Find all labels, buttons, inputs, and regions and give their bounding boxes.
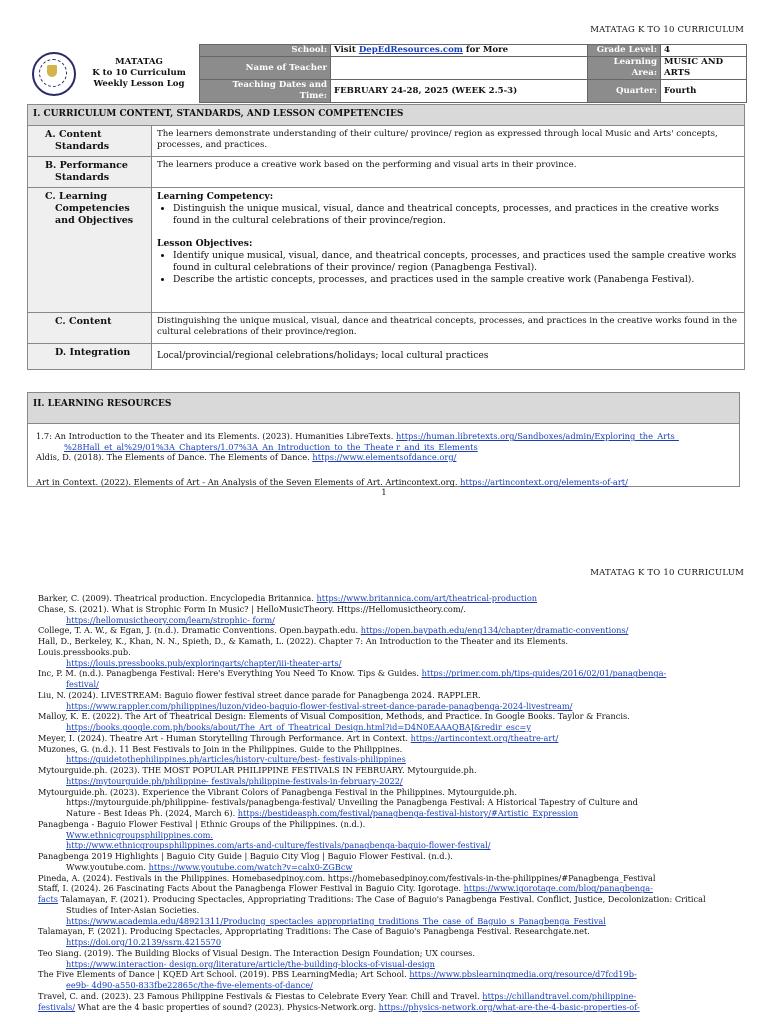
reference-text: Art in Context. (2022). Elements of Art - An Analysis of the Seven Elements of Art. Artincontext.org.: [36, 476, 461, 487]
reference-item: [38, 787, 733, 798]
title-line-1: MATATAG: [115, 57, 163, 67]
reference-link[interactable]: facts: [38, 894, 58, 904]
curriculum-content-table: [27, 104, 745, 370]
list-item: • Describe the artistic concepts, processes, and practices used in the sample creative work (Panabenga Festival).: [173, 274, 739, 286]
reference-item: [38, 991, 733, 1002]
reference-item: [36, 452, 731, 463]
reference-item: [38, 948, 733, 959]
reference-text: Inc, P. M. (n.d.). Panagbenga Festival: Here's Everything You Need To Know. Tips & Guides.: [38, 668, 422, 679]
reference-item: [38, 916, 733, 927]
quarter-label: Quarter:: [588, 80, 661, 103]
reference-item: [38, 926, 733, 937]
reference-text: Liu, N. (2024). LIVESTREAM: Baguio flower festival street dance parade for Panagbenga 2024. RAPPLER.: [38, 689, 481, 700]
reference-link[interactable]: https://chillandtravel.com/philippine-: [482, 990, 637, 1001]
content-standards-label: [28, 125, 152, 156]
performance-standards-text: The learners produce a creative work based on the performing and visual arts in their province.: [152, 156, 745, 187]
reference-item: [38, 808, 733, 819]
reference-item: [38, 819, 733, 830]
grade-level-value: 4: [661, 45, 747, 57]
reference-item: [38, 776, 733, 787]
integration-text: Local/provincial/regional celebrations/holidays; local cultural practices: [152, 343, 745, 369]
reference-item: [38, 1002, 733, 1013]
reference-item: [38, 797, 733, 808]
reference-text: Staff, I. (2024). 26 Fascinating Facts About the Panagbenga Flower Festival in Baguio City. Igorotage.: [38, 883, 464, 894]
reference-link[interactable]: %28Hall_et_al%29/01%3A_Chapters/1.07%3A_An_Introduction_to_the_Theate r_and_its_Elements: [64, 441, 478, 452]
reference-text: https://mytourguide.ph/philippine- festivals/panagbenga-festival/ Unveiling the Panagbenga Festival: A Historical Tapestry of Culture and: [66, 797, 638, 808]
curriculum-header-tag: MATATAG K TO 10 CURRICULUM: [590, 568, 744, 578]
title-line-3: Weekly Lesson Log: [93, 79, 185, 89]
reference-link[interactable]: https://www.britannica.com/art/theatrical-production: [316, 593, 538, 603]
learning-area-label: Learning Area:: [588, 57, 661, 80]
reference-text: Panagbenga 2019 Highlights | Baguio City Guide | Baguio City Vlog | Baguio Flower Festival. (n.d.).: [38, 851, 453, 861]
teacher-value: [331, 57, 588, 80]
performance-standards-label-text: B. Performance Standards: [45, 159, 128, 183]
reference-text: Mytourguide.ph. (2023). THE MOST POPULAR PHILIPPINE FESTIVALS IN FEBRUARY. Mytourguide.ph.: [38, 765, 477, 775]
learning-competency-list: [157, 203, 739, 227]
content-standards-label-text: A. Content Standards: [45, 128, 110, 152]
reference-item: [38, 658, 733, 669]
integration-label: [28, 343, 152, 369]
reference-item: [38, 862, 733, 873]
reference-item: [38, 883, 733, 894]
section-i-heading: I. CURRICULUM CONTENT, STANDARDS, AND LESSON COMPETENCIES: [28, 105, 745, 126]
reference-text: Aldis, D. (2018). The Elements of Dance. The Elements of Dance.: [36, 452, 313, 462]
reference-item: [38, 615, 733, 626]
section-ii-heading: II. LEARNING RESOURCES: [28, 393, 739, 424]
reference-link[interactable]: festival/: [66, 679, 99, 689]
reference-item: [38, 851, 733, 862]
reference-item: [38, 636, 733, 647]
lesson-objectives-list: [157, 250, 739, 286]
reference-item: [38, 711, 733, 722]
reference-item: [38, 959, 733, 970]
school-prefix: Visit: [334, 45, 359, 55]
logo-cell: [27, 45, 79, 103]
reference-link[interactable]: https://books.google.com.ph/books/about/The_Art_of_Theatrical_Design.html?id=D4N0EAAAQBAJ&redir_esc=y: [66, 722, 532, 732]
reference-text: Teo Siang. (2019). The Building Blocks of Visual Design. The Interaction Design Foundation; UX courses.: [38, 947, 475, 958]
curriculum-header-tag: MATATAG K TO 10 CURRICULUM: [590, 25, 744, 35]
document-title: [79, 45, 200, 103]
reference-item: [38, 744, 733, 755]
reference-link[interactable]: https://www.igorotage.com/blog/panagbenga-: [463, 883, 653, 894]
title-line-2: K to 10 Curriculum: [92, 68, 186, 78]
reference-link[interactable]: https://www.interaction- design.org/literature/article/the-building-blocks-of-visual-design: [66, 958, 435, 969]
reference-text: College, T. A. W., & Egan, J. (n.d.). Dramatic Conventions. Open.baypath.edu.: [38, 625, 361, 636]
reference-text: Panagbenga - Baguio Flower Festival | Ethnic Groups of the Philippines. (n.d.).: [38, 818, 366, 829]
lesson-objectives-title: Lesson Objectives:: [157, 237, 253, 249]
reference-link[interactable]: https://www.youtube.com/watch?v=calx0-ZGBcw: [148, 861, 353, 872]
reference-item: [38, 765, 733, 776]
reference-text: Nature - Best Ideas Ph. (2024, March 6).: [66, 808, 238, 818]
content-standards-text: The learners demonstrate understanding of their culture/ province/ region as expressed through local Music and Arts' concepts, processes, and practices.: [152, 125, 745, 156]
integration-label-text: D. Integration: [55, 346, 131, 358]
reference-text: Mytourguide.ph. (2023). Experience the Vibrant Colors of Panagbenga Festival in the Philippines. Mytourguide.ph.: [38, 786, 517, 797]
reference-item: [38, 722, 733, 733]
reference-list: [38, 593, 733, 1012]
lesson-log-header-table: [27, 44, 747, 103]
reference-item: [38, 905, 733, 916]
teacher-label: Name of Teacher: [200, 57, 331, 80]
school-suffix: for More: [462, 45, 509, 55]
reference-text: Travel, C. and. (2023). 23 Famous Philippine Festivals & Fiestas to Celebrate Every Year. Chill and Travel.: [38, 990, 483, 1001]
reference-link[interactable]: https://www.elementsofdance.org/: [312, 452, 457, 462]
reference-text: Studies of Inter-Asian Societies.: [66, 904, 200, 915]
reference-link[interactable]: Www.ethnicgroupsphilippines.com.: [66, 829, 214, 840]
reference-link[interactable]: https://artincontext.org/elements-of-art/: [460, 476, 628, 487]
reference-link[interactable]: https://guidetothephilippines.ph/articles/history-culture/best- festivals-philippines: [66, 754, 406, 765]
quarter-value: Fourth: [661, 80, 747, 103]
dates-label: Teaching Dates and Time:: [200, 80, 331, 103]
reference-text: Meyer, I. (2024). Theatre Art - Human Storytelling Through Performance. Art in Context.: [38, 732, 411, 743]
learning-resources-section: [27, 392, 740, 487]
reference-item: [38, 604, 733, 615]
content-text: Distinguishing the unique musical, visual, dance and theatrical concepts, processes, and practices in the creative works found in the cultural celebrations of their province/region.: [152, 312, 745, 343]
reference-item: [38, 593, 733, 604]
reference-item: [38, 894, 733, 905]
reference-text: Www.youtube.com.: [66, 861, 149, 872]
reference-text: Louis.pressbooks.pub.: [38, 646, 131, 657]
reference-link[interactable]: https://www.pbslearningmedia.org/resource/d7fcd19b-: [409, 969, 637, 980]
reference-item: [38, 873, 733, 884]
reference-text: Chase, S. (2021). What is Strophic Form In Music? | HelloMusicTheory. Https://Hellomusictheory.com/.: [38, 603, 466, 614]
list-item: • Distinguish the unique musical, visual, dance and theatrical concepts, processes, and practices in the creative works found in the cultural celebrations of their province/region.: [173, 203, 739, 227]
school-label: School:: [200, 45, 331, 57]
reference-item: [38, 690, 733, 701]
reference-link[interactable]: https://www.academia.edu/48921311/Producing_spectacles_appropriating_traditions_The_case_of_Baguio_s_Panagbenga_Festival: [66, 915, 606, 926]
list-item: • Identify unique musical, visual, dance, and theatrical concepts, processes, and practices used the sample creative works found in cultural celebrations of their province/ region (Panagbenga Festival).: [173, 250, 739, 274]
reference-item: [38, 830, 733, 841]
reference-text: Talamayan, F. (2021). Producing Spectacles, Appropriating Traditions: The Case of Baguio's Panagbenga Festival. Conflict, Justice, Decolonization: Critical: [58, 894, 706, 904]
reference-text: Barker, C. (2009). Theatrical production. Encyclopedia Britannica.: [38, 593, 317, 603]
reference-link[interactable]: festivals/: [38, 1001, 76, 1012]
learning-competency-title: Learning Competency:: [157, 190, 274, 202]
deped-seal-icon: [32, 52, 76, 96]
reference-item: [38, 840, 733, 851]
learning-resources-body: [28, 424, 739, 490]
reference-item: [38, 980, 733, 991]
reference-text: The Five Elements of Dance | KQED Art School. (2019). PBS LearningMedia; Art School.: [38, 969, 410, 980]
performance-standards-label: [28, 156, 152, 187]
depedresources-link[interactable]: DepEdResources.com: [358, 45, 463, 55]
reference-item: [38, 647, 733, 658]
content-label: [28, 312, 152, 343]
reference-link[interactable]: http://www.ethnicgroupsphilippines.com/arts-and-culture/festivals/panagbenga-baguio-flower-festival/: [66, 840, 491, 851]
reference-item: [38, 754, 733, 765]
school-value: [331, 45, 588, 57]
reference-link[interactable]: https://mytourguide.ph/philippine- festivals/philippine-festivals-in-february-2022/: [66, 775, 403, 786]
reference-link[interactable]: https://doi.org/10.2139/ssrn.4215570: [66, 937, 222, 947]
reference-link[interactable]: https://open.baypath.edu/eng134/chapter/dramatic-conventions/: [360, 625, 629, 636]
reference-text: Hall, D., Berkeley, K., Khan, N. N., Spieth, D., & Kamath, L. (2022). Chapter 7: An Introduction to the Theater and its Elements.: [38, 636, 569, 646]
learning-competencies-cell: [152, 187, 745, 312]
reference-text: 1.7: An Introduction to the Theater and its Elements. (2023). Humanities LibreTexts.: [36, 431, 397, 441]
dates-value: FEBRUARY 24-28, 2025 (WEEK 2.5-3): [331, 80, 588, 103]
reference-link[interactable]: ee9b- 4d90-a550-833fbe22865c/the-five-elements-of-dance/: [66, 980, 313, 990]
reference-link[interactable]: https://louis.pressbooks.pub/exploringarts/chapter/iii-theater-arts/: [66, 657, 342, 668]
reference-item: [38, 625, 733, 636]
reference-item: [36, 477, 731, 488]
learning-competencies-label-text: C. Learning Competencies and Objectives: [45, 190, 134, 226]
reference-item: [36, 442, 731, 453]
reference-link[interactable]: https://primer.com.ph/tips-guides/2016/02/01/panagbenga-: [421, 668, 667, 679]
grade-level-label: Grade Level:: [588, 45, 661, 57]
reference-text: Pineda, A. (2024). Festivals in the Philippines. Homebasedpinoy.com. https://homebasedpinoy.com/festivals-in-the-philippines/#Panagbenga_Festival: [38, 872, 656, 883]
reference-item: [38, 668, 733, 679]
reference-item: [38, 733, 733, 744]
reference-text: Muzones, G. (n.d.). 11 Best Festivals to Join in the Philippines. Guide to the Philippines.: [38, 743, 403, 754]
reference-link[interactable]: https://human.libretexts.org/Sandboxes/admin/Exploring_the_Arts_: [396, 431, 679, 441]
learning-area-value: MUSIC AND ARTS: [661, 57, 747, 80]
reference-item: [36, 431, 731, 442]
reference-link[interactable]: https://hellomusictheory.com/learn/strophic- form/: [66, 614, 275, 625]
reference-item: [38, 701, 733, 712]
page-number: 1: [381, 488, 387, 498]
reference-text: What are the 4 basic properties of sound? (2023). Physics-Network.org.: [75, 1001, 379, 1012]
reference-link[interactable]: https://www.rappler.com/philippines/luzon/video-baguio-flower-festival-street-dance-parade-panagbenga-2024-livestream/: [66, 700, 573, 711]
reference-text: Talamayan, F. (2021). Producing Spectacles, Appropriating Traditions: The Case of Baguio's Panagbenga Festival. Researchgate.net.: [38, 926, 590, 937]
learning-competencies-label: [28, 187, 152, 312]
reference-link[interactable]: https://artincontext.org/theatre-art/: [410, 732, 559, 743]
reference-item: [38, 969, 733, 980]
reference-text: Malloy, K. E. (2022). The Art of Theatrical Design: Elements of Visual Composition, Methods, and Practice. In Google Books. Taylor & Francis.: [38, 711, 630, 722]
reference-link[interactable]: https://physics-network.org/what-are-the-4-basic-properties-of-: [378, 1001, 640, 1012]
reference-link[interactable]: https://bestideasph.com/festival/panagbenga-festival-history/#Artistic_Expression: [237, 808, 579, 818]
content-label-text: C. Content: [55, 315, 112, 327]
reference-item: [38, 937, 733, 948]
reference-item: [38, 679, 733, 690]
